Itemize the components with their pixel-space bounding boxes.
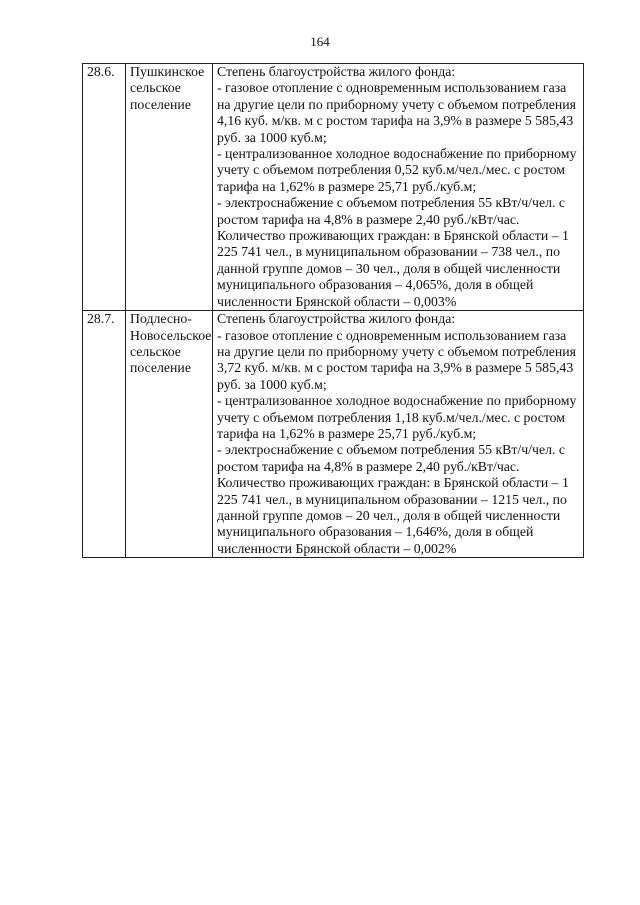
settlement-name: Подлесно-Новосельское сельское поселение: [126, 311, 213, 558]
water-supply-item: - централизованное холодное водоснабжение по приборному учету с объемом потребления 1,18 куб.м/чел./мес. с ростом тарифа на 1,62% в размере 25,71 руб./куб.м;: [217, 393, 577, 441]
table-row: [83, 311, 584, 558]
gas-heating-item: - газовое отопление с одновременным использованием газа на другие цели по приборному учету с объемом потребления 4,16 куб. м/кв. м с ростом тарифа на 3,9% в размере 5 585,43 руб. за 1000 куб.м;: [217, 80, 576, 145]
gas-heating-item: - газовое отопление с одновременным использованием газа на другие цели по приборному учету с объемом потребления 3,72 куб. м/кв. м с ростом тарифа на 3,9% в размере 5 585,43 руб. за 1000 куб.м;: [217, 327, 576, 392]
page-number: 164: [310, 34, 330, 49]
housing-heading: Степень благоустройства жилого фонда:: [217, 311, 456, 327]
population-paragraph: Количество проживающих граждан: в Брянской области – 1 225 741 чел., в муниципальном образовании – 738 чел., по данной группе домов – 30 чел., доля в общей численности муниципального образования – 4,065%, доля в общей численности Брянской области – 0,003%: [217, 228, 569, 309]
row-number: 28.6.: [83, 64, 126, 311]
settlement-name: Пушкинское сельское поселение: [126, 64, 213, 311]
table-row: [83, 64, 584, 311]
housing-heading: Степень благоустройства жилого фонда:: [217, 64, 456, 79]
description-cell: [213, 64, 584, 311]
row-number: 28.7.: [83, 311, 126, 558]
water-supply-item: - централизованное холодное водоснабжение по приборному учету с объемом потребления 0,52 куб.м/чел./мес. с ростом тарифа на 1,62% в размере 25,71 руб./куб.м;: [217, 146, 577, 194]
electricity-item: - электроснабжение с объемом потребления 55 кВт/ч/чел. с ростом тарифа на 4,8% в размере 2,40 руб./кВт/час.: [217, 442, 565, 474]
population-paragraph: Количество проживающих граждан: в Брянской области – 1 225 741 чел., в муниципальном образовании – 1215 чел., по данной группе домов – 20 чел., доля в общей численности муниципального образования – 1,646%, доля в общей численности Брянской области – 0,002%: [217, 475, 569, 556]
tariff-table: [82, 63, 584, 558]
electricity-item: - электроснабжение с объемом потребления 55 кВт/ч/чел. с ростом тарифа на 4,8% в размере 2,40 руб./кВт/час.: [217, 195, 565, 227]
description-cell: [213, 311, 584, 558]
